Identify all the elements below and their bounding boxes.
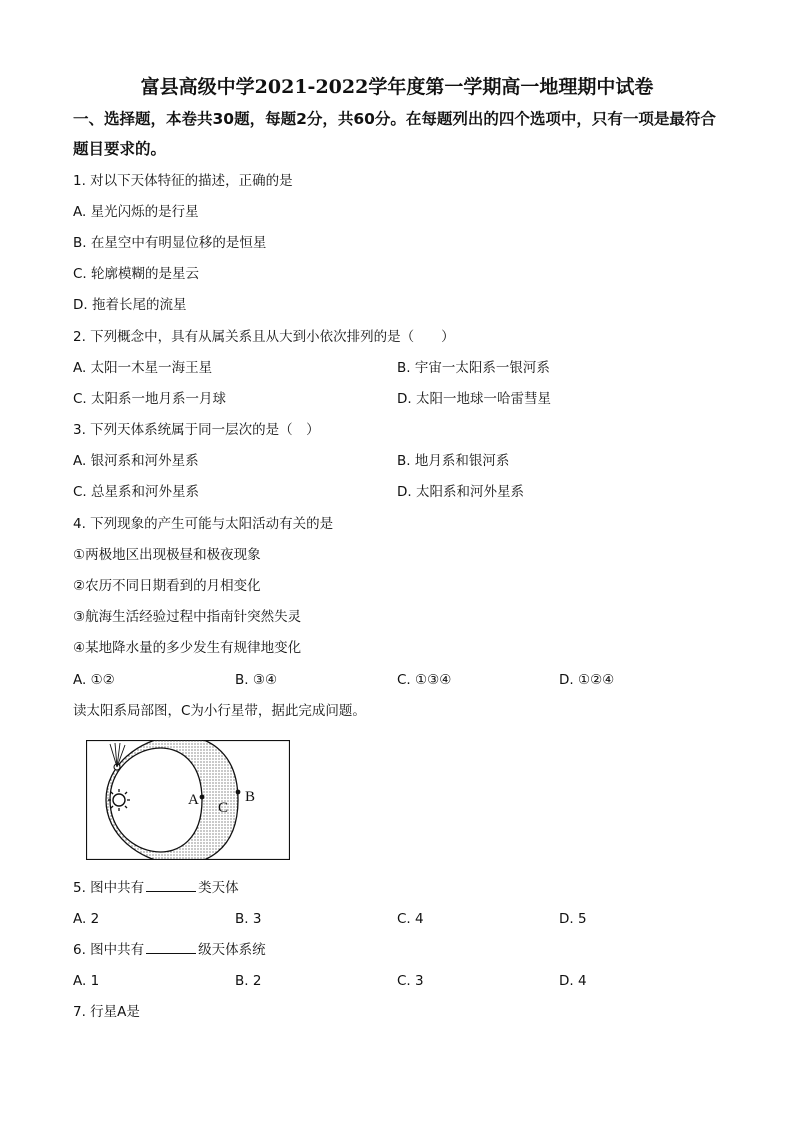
q5-option-c: C. 4 (397, 911, 424, 927)
q2-option-b: B. 宇宙一太阳系一银河系 (397, 360, 550, 376)
q4-item-1: ①两极地区出现极昼和极夜现象 (73, 547, 261, 563)
section-heading: 一、选择题，本卷共30题，每题2分，共60分。在每题列出的四个选项中，只有一项是最符合题目要求的。 (73, 110, 716, 158)
q1-option-a: A. 星光闪烁的是行星 (73, 204, 199, 220)
q6-stem-pre: 6. 图中共有 (73, 942, 145, 958)
q4-option-d: D. ①②④ (559, 672, 615, 688)
q4-item-4: ④某地降水量的多少发生有规律地变化 (73, 640, 302, 656)
q1-option-d: D. 拖着长尾的流星 (73, 297, 187, 313)
question-1-stem: 1. 对以下天体特征的描述，正确的是 (73, 173, 293, 189)
page-title: 富县高级中学2021-2022学年度第一学期高一地理期中试卷 (140, 76, 654, 98)
q3-option-c: C. 总星系和河外星系 (73, 484, 200, 500)
q4-option-c: C. ①③④ (397, 672, 452, 688)
label-c: C (218, 800, 229, 816)
q5-blank (146, 878, 196, 892)
q5-option-d: D. 5 (559, 911, 587, 927)
q4-option-b: B. ③④ (235, 672, 278, 688)
q4-option-a: A. ①② (73, 672, 115, 688)
q6-option-b: B. 2 (235, 973, 262, 989)
q6-option-c: C. 3 (397, 973, 424, 989)
q6-option-d: D. 4 (559, 973, 587, 989)
question-7-stem: 7. 行星A是 (73, 1004, 140, 1020)
question-2-stem: 2. 下列概念中，具有从属关系且从大到小依次排列的是（ ） (73, 329, 455, 345)
q1-option-c: C. 轮廓模糊的是星云 (73, 266, 200, 282)
question-5-stem (73, 878, 239, 898)
q5-stem-pre: 5. 图中共有 (73, 880, 145, 896)
question-4-stem: 4. 下列现象的产生可能与太阳活动有关的是 (73, 516, 334, 532)
question-3-stem: 3. 下列天体系统属于同一层次的是（ ） (73, 422, 320, 438)
q1-option-b: B. 在星空中有明显位移的是恒星 (73, 235, 267, 251)
q5-option-a: A. 2 (73, 911, 100, 927)
q2-option-c: C. 太阳系一地月系一月球 (73, 391, 227, 407)
q2-option-a: A. 太阳一木星一海王星 (73, 360, 213, 376)
q5-option-b: B. 3 (235, 911, 262, 927)
question-6-stem (73, 940, 266, 960)
planet-a (200, 795, 205, 800)
q6-blank (146, 940, 196, 954)
q4-item-3: ③航海生活经验过程中指南针突然失灵 (73, 609, 302, 625)
solar-system-diagram (86, 740, 290, 860)
q4-item-2: ②农历不同日期看到的月相变化 (73, 578, 261, 594)
q2-option-d: D. 太阳一地球一哈雷彗星 (397, 391, 551, 407)
q6-option-a: A. 1 (73, 973, 100, 989)
planet-b (236, 790, 241, 795)
q3-option-b: B. 地月系和银河系 (397, 453, 510, 469)
reading-prompt: 读太阳系局部图，C为小行星带，据此完成问题。 (73, 703, 366, 719)
q3-option-a: A. 银河系和河外星系 (73, 453, 199, 469)
q6-stem-post: 级天体系统 (198, 942, 266, 958)
q3-option-d: D. 太阳系和河外星系 (397, 484, 524, 500)
label-a: A (188, 792, 199, 808)
q5-stem-post: 类天体 (198, 880, 239, 896)
label-b: B (245, 789, 256, 805)
